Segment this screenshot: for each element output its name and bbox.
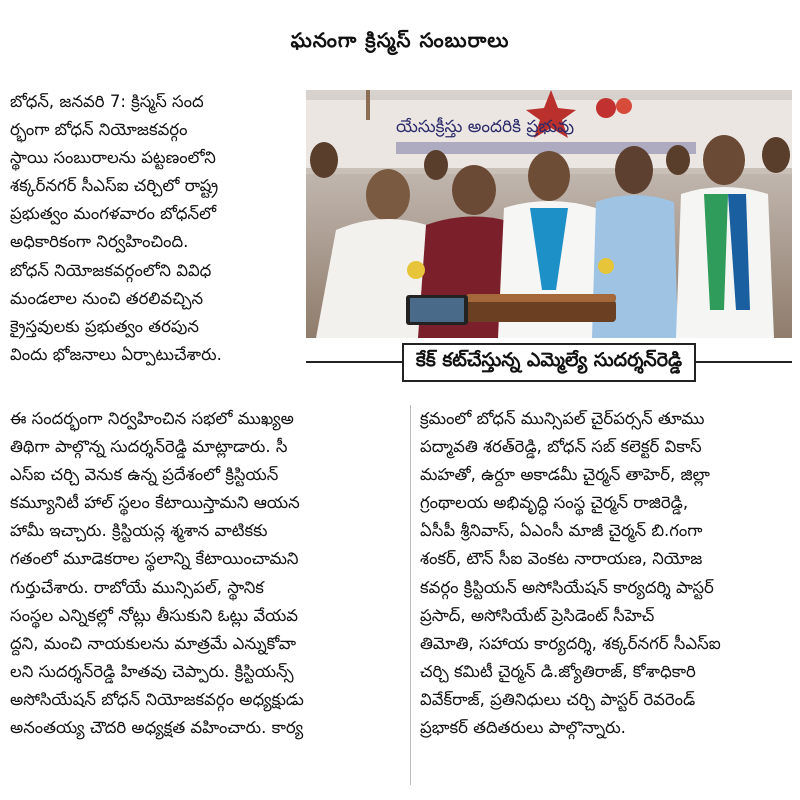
article-line: తిథిగా పాల్గొన్న సుదర్శన్‌రెడ్డి మాట్లాడారు. సీ	[10, 437, 288, 457]
article-line: ఈ సందర్భంగా నిర్వహించిన సభలో ముఖ్యఅ	[10, 409, 294, 428]
article-line: గ్రంథాలయ అభివృద్ధి సంస్థ చైర్మన్ రాజిరెడ్డి,	[420, 493, 689, 513]
cake	[466, 300, 616, 322]
article-line: కవర్గం క్రిస్టియన్ అసోసియేషన్ కార్యదర్శి పాస్టర్	[420, 577, 714, 597]
banner-text: యేసుక్రీస్తు అందరికి ప్రభువు	[396, 117, 575, 137]
article-line: గుర్తుచేశారు. రాబోయే మున్సిపల్, స్థానిక	[10, 577, 264, 597]
article-line: వివేక్‌రాజ్, ప్రతినిధులు చర్చి పాస్టర్ రెవరెండ్	[420, 689, 696, 709]
article-line: ఏసీపీ శ్రీనివాస్, ఏఎంసీ మాజీ చైర్మన్ బి.గంగా	[420, 521, 703, 541]
article-line: సంస్థల ఎన్నికల్లో నోట్లు తీసుకుని ఓట్లు వేయవ	[10, 605, 299, 625]
article-line: మండలాల నుంచి తరలివచ్చిన	[10, 288, 204, 308]
article-column-bottom-left	[10, 405, 405, 742]
article-line: కమ్యూనిటీ హాల్ స్థలం కేటాయిస్తామని ఆయన	[10, 493, 300, 513]
article-column-bottom-right	[420, 405, 792, 742]
article-line: ప్రసాద్, అసోసియేట్ ప్రెసిడెంట్ సీహెచ్	[420, 605, 655, 625]
article-line: లని సుదర్శన్‌రెడ్డి హితవు చెప్పారు. క్రిస్టియన్స్	[10, 661, 294, 681]
article-line: బోధన్, జనవరి 7: క్రిస్మస్ సంద	[10, 92, 204, 111]
article-line: ద్దని, మంచి నాయకులను మాత్రమే ఎన్నుకోవా	[10, 633, 297, 653]
article-line: మహతో, ఉర్దూ అకాడమీ చైర్మన్ తాహెర్, జిల్లా	[420, 465, 710, 485]
article-line: ప్రభుత్వం మంగళవారం బోధన్‌లో	[10, 204, 217, 224]
photo-caption	[306, 342, 792, 382]
headline: ఘనంగా క్రిస్మస్ సంబురాలు	[290, 28, 510, 52]
article-line: చర్చి కమిటీ చైర్మన్ డి.జ్యోతిరాజ్, కోశాధికారి	[420, 661, 696, 681]
article-line: హామీ ఇచ్చారు. క్రిస్టియన్ల శ్మశాన వాటికకు	[10, 521, 268, 541]
news-photo	[306, 90, 792, 338]
article-line: క్రైస్తవులకు ప్రభుత్వం తరపున	[10, 316, 199, 336]
article-line: గతంలో మూడెకరాల స్థలాన్ని కేటాయించామని	[10, 549, 299, 569]
article-line: అసోసియేషన్ బోధన్ నియోజకవర్గం అధ్యక్షుడు	[10, 689, 304, 709]
article-column-top-left	[10, 88, 298, 369]
article-line: అధికారికంగా నిర్వహించింది.	[10, 232, 189, 252]
article-line: ఎస్ఐ చర్చి వెనుక ఉన్న ప్రదేశంలో క్రిస్టియన్	[10, 465, 279, 485]
article-line: శక్కర్‌నగర్ సీఎస్ఐ చర్చిలో రాష్ట్ర	[10, 176, 219, 196]
article-line: ప్రభాకర్ తదితరులు పాల్గొన్నారు.	[420, 718, 626, 738]
column-divider	[410, 405, 411, 785]
article-line: అనంతయ్య చౌదరి అధ్యక్షత వహించారు. కార్య	[10, 718, 304, 738]
article-line: స్థాయి సంబురాలను పట్టణంలోని	[10, 148, 216, 168]
article-line: క్రమంలో బోధన్ మున్సిపల్ చైర్‌పర్సన్ తూము	[420, 409, 705, 428]
article-line: తిమోతి, సహాయ కార్యదర్శి, శక్కర్‌నగర్ సీఎస్ఐ	[420, 633, 721, 653]
article-line: బోధన్ నియోజకవర్గంలోని వివిధ	[10, 260, 212, 280]
article-line: శంకర్, టౌన్ సీఐ వెంకట నారాయణ, నియోజ	[420, 549, 703, 569]
article-line: ర్భంగా బోధన్ నియోజకవర్గం	[10, 120, 188, 140]
article-line: పద్మావతి శరత్‌రెడ్డి, బోధన్ సబ్ కలెక్టర్ వికాస్	[420, 437, 702, 457]
article-line: విందు భోజనాలు ఏర్పాటుచేశారు.	[10, 344, 222, 364]
caption-text: కేక్ కట్‌చేస్తున్న ఎమ్మెల్యే సుదర్శన్‌రెడ్డి	[402, 343, 696, 382]
